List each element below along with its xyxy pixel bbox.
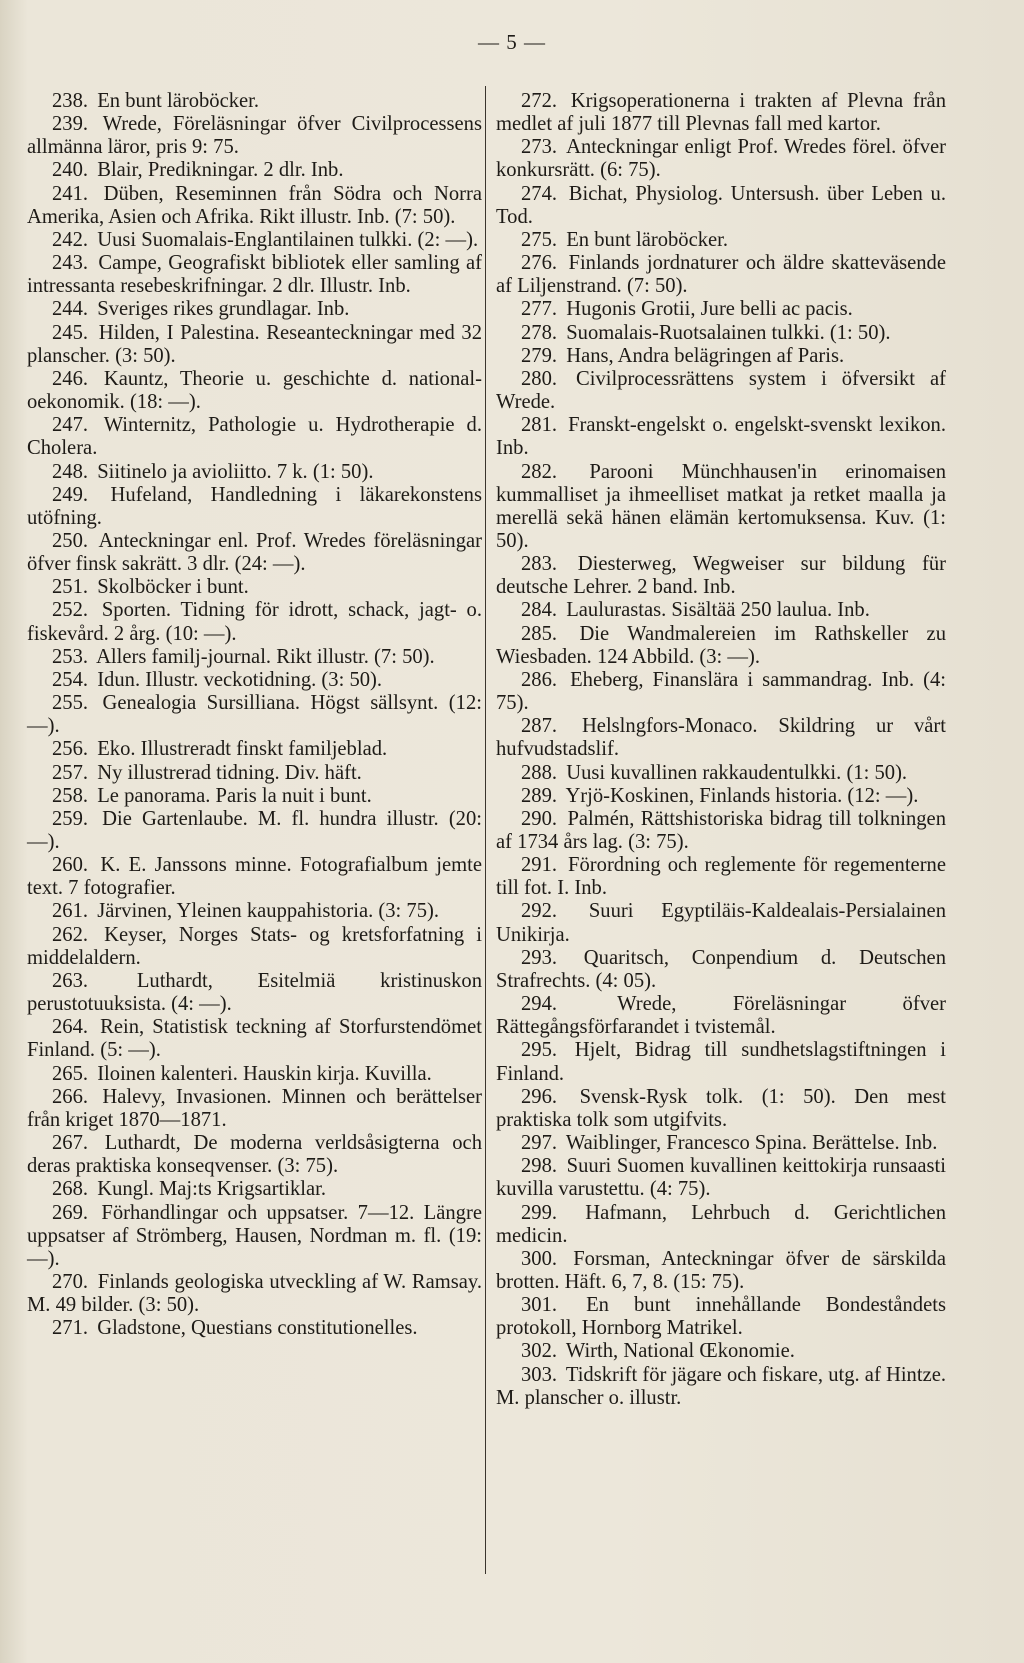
entry-number: 286. bbox=[521, 668, 558, 691]
entry-text: Gladstone, Questians constitutionelles. bbox=[97, 1317, 418, 1340]
catalog-entry bbox=[27, 252, 482, 298]
entry-number: 275. bbox=[521, 228, 558, 251]
entry-number: 278. bbox=[521, 321, 558, 344]
entry-text: Die Wandmalereien im Rathskeller zu Wiesbaden. 124 Abbild. (3: —). bbox=[496, 622, 946, 668]
catalog-entry bbox=[496, 715, 946, 761]
catalog-entry bbox=[496, 183, 946, 229]
catalog-entry bbox=[496, 808, 946, 854]
catalog-entry bbox=[27, 738, 482, 761]
entry-text: Rein, Statistisk teckning af Storfurstendömet Finland. (5: —). bbox=[27, 1016, 482, 1062]
entry-number: 238. bbox=[52, 90, 89, 112]
catalog-entry bbox=[27, 576, 482, 599]
entry-text: Siitinelo ja avioliitto. 7 k. (1: 50). bbox=[97, 460, 374, 483]
entry-text: Campe, Geografiskt bibliotek eller samling af intressanta resebeskrifningar. 2 dlr. Illustr. Inb. bbox=[27, 252, 482, 298]
entry-number: 299. bbox=[521, 1201, 558, 1224]
entry-text: En bunt läroböcker. bbox=[97, 90, 260, 112]
catalog-entry bbox=[27, 808, 482, 854]
catalog-entry bbox=[27, 970, 482, 1016]
entry-text: Blair, Predikningar. 2 dlr. Inb. bbox=[97, 159, 344, 182]
left-column bbox=[27, 90, 482, 1340]
page-number: — 5 — bbox=[478, 30, 546, 54]
catalog-entry bbox=[27, 113, 482, 159]
entry-number: 302. bbox=[521, 1340, 558, 1363]
catalog-entry bbox=[496, 1340, 946, 1363]
entry-number: 300. bbox=[521, 1247, 558, 1270]
entry-number: 298. bbox=[521, 1155, 558, 1178]
catalog-entry bbox=[496, 900, 946, 946]
catalog-entry bbox=[496, 599, 946, 622]
entry-number: 262. bbox=[52, 923, 89, 946]
entry-number: 240. bbox=[52, 159, 89, 182]
catalog-entry bbox=[27, 368, 482, 414]
entry-text: Kauntz, Theorie u. geschichte d. national-oekonomik. (18: —). bbox=[27, 367, 482, 414]
catalog-entry bbox=[27, 1317, 482, 1340]
entry-text: Finlands geologiska utveckling af W. Ramsay. M. 49 bilder. (3: 50). bbox=[27, 1270, 482, 1317]
entry-number: 294. bbox=[521, 993, 558, 1016]
catalog-entry bbox=[496, 993, 946, 1039]
entry-text: Hans, Andra belägringen af Paris. bbox=[566, 344, 845, 367]
catalog-entry bbox=[496, 414, 946, 460]
entry-number: 258. bbox=[52, 784, 89, 807]
entry-text: Halevy, Invasionen. Minnen och berättelser från kriget 1870—1871. bbox=[27, 1085, 482, 1131]
catalog-entry bbox=[496, 322, 946, 345]
entry-text: Keyser, Norges Stats- og kretsforfatning i middelaldern. bbox=[27, 923, 482, 969]
entry-number: 250. bbox=[52, 529, 89, 552]
catalog-entry bbox=[27, 414, 482, 460]
right-column bbox=[496, 90, 946, 1410]
catalog-entry bbox=[496, 1132, 946, 1155]
catalog-entry bbox=[496, 461, 946, 554]
entry-number: 282. bbox=[521, 460, 558, 483]
entry-number: 245. bbox=[52, 321, 89, 344]
catalog-entry bbox=[27, 669, 482, 692]
entry-number: 279. bbox=[521, 344, 558, 367]
entry-number: 246. bbox=[52, 367, 89, 390]
entry-number: 255. bbox=[52, 692, 89, 715]
entry-text: Le panorama. Paris la nuit i bunt. bbox=[97, 784, 372, 807]
catalog-entry bbox=[27, 183, 482, 229]
catalog-entry bbox=[496, 368, 946, 414]
catalog-entry bbox=[496, 90, 946, 136]
entry-number: 290. bbox=[521, 807, 558, 830]
entry-number: 266. bbox=[52, 1085, 89, 1108]
entry-number: 270. bbox=[52, 1270, 89, 1293]
entry-text: Tidskrift för jägare och fiskare, utg. af Hintze. M. planscher o. illustr. bbox=[496, 1363, 947, 1409]
entry-number: 257. bbox=[52, 761, 89, 784]
entry-number: 254. bbox=[52, 668, 89, 691]
entry-number: 241. bbox=[52, 182, 89, 205]
entry-number: 248. bbox=[52, 460, 89, 483]
entry-text: Die Gartenlaube. M. fl. hundra illustr. (20: —). bbox=[27, 807, 482, 853]
entry-text: Uusi kuvallinen rakkaudentulkki. (1: 50). bbox=[566, 761, 908, 784]
entry-text: Waiblinger, Francesco Spina. Berättelse. Inb. bbox=[565, 1132, 938, 1155]
entry-number: 263. bbox=[52, 969, 89, 992]
entry-number: 239. bbox=[52, 113, 89, 136]
entry-number: 242. bbox=[52, 228, 89, 251]
catalog-entry bbox=[27, 785, 482, 808]
entry-text: Suuri Egyptiläis-Kaldealais-Persialainen Unikirja. bbox=[496, 900, 946, 946]
entry-number: 260. bbox=[52, 854, 89, 877]
entry-number: 281. bbox=[521, 414, 558, 437]
catalog-entry bbox=[27, 530, 482, 576]
entry-text: Sporten. Tidning för idrott, schack, jagt- o. fiskevård. 2 årg. (10: —). bbox=[27, 599, 483, 645]
catalog-entry bbox=[496, 553, 946, 599]
entry-text: Hugonis Grotii, Jure belli ac pacis. bbox=[566, 298, 853, 321]
catalog-entry bbox=[27, 1202, 482, 1271]
entry-number: 256. bbox=[52, 738, 89, 761]
catalog-entry bbox=[496, 1155, 946, 1201]
catalog-entry bbox=[496, 854, 946, 900]
entry-text: Genealogia Sursilliana. Högst sällsynt. (12: —). bbox=[27, 692, 482, 738]
catalog-entry bbox=[496, 1086, 946, 1132]
entry-text: Franskt-engelskt o. engelskt-svenskt lexikon. Inb. bbox=[496, 414, 946, 460]
entry-text: Järvinen, Yleinen kauppahistoria. (3: 75). bbox=[97, 900, 440, 923]
catalog-entry bbox=[496, 298, 946, 321]
entry-number: 274. bbox=[521, 182, 558, 205]
catalog-entry bbox=[496, 669, 946, 715]
catalog-entry bbox=[27, 599, 482, 645]
entry-text: Eko. Illustreradt finskt familjeblad. bbox=[97, 738, 388, 761]
entry-text: Kungl. Maj:ts Krigsartiklar. bbox=[97, 1178, 326, 1201]
entry-number: 283. bbox=[521, 553, 558, 576]
entry-number: 264. bbox=[52, 1016, 89, 1039]
entry-number: 244. bbox=[52, 298, 89, 321]
entry-text: Eheberg, Finanslära i sammandrag. Inb. (4: 75). bbox=[496, 668, 946, 715]
entry-text: Sveriges rikes grundlagar. Inb. bbox=[97, 298, 350, 321]
entry-text: Svensk-Rysk tolk. (1: 50). Den mest praktiska tolk som utgifvits. bbox=[496, 1085, 947, 1131]
entry-number: 273. bbox=[521, 136, 558, 159]
entry-text: Winternitz, Pathologie u. Hydrotherapie d. Cholera. bbox=[27, 414, 483, 460]
catalog-entry bbox=[496, 1294, 946, 1340]
entry-number: 296. bbox=[521, 1085, 558, 1108]
entry-number: 285. bbox=[521, 622, 558, 645]
catalog-entry bbox=[27, 1271, 482, 1317]
entry-number: 288. bbox=[521, 761, 558, 784]
catalog-entry bbox=[27, 924, 482, 970]
entry-text: Förordning och reglemente för regementerne till fot. I. Inb. bbox=[496, 854, 946, 900]
entry-number: 292. bbox=[521, 900, 558, 923]
entry-text: Hjelt, Bidrag till sundhetslagstiftningen i Finland. bbox=[496, 1039, 946, 1085]
catalog-entry bbox=[27, 900, 482, 923]
catalog-entry bbox=[27, 322, 482, 368]
catalog-entry bbox=[496, 762, 946, 785]
entry-number: 268. bbox=[52, 1178, 89, 1201]
entry-number: 291. bbox=[521, 854, 558, 877]
entry-number: 247. bbox=[52, 414, 89, 437]
entry-number: 295. bbox=[521, 1039, 558, 1062]
catalog-entry bbox=[27, 90, 482, 113]
entry-text: Hafmann, Lehrbuch d. Gerichtlichen medicin. bbox=[496, 1201, 946, 1247]
catalog-entry bbox=[27, 484, 482, 530]
entry-number: 253. bbox=[52, 645, 89, 668]
catalog-entry bbox=[27, 1132, 482, 1178]
entry-text: Hilden, I Palestina. Reseanteckningar med 32 planscher. (3: 50). bbox=[27, 321, 482, 367]
entry-text: Civilprocessrättens system i öfversikt af Wrede. bbox=[496, 367, 946, 414]
catalog-entry bbox=[27, 1178, 482, 1201]
entry-text: Anteckningar enligt Prof. Wredes förel. öfver konkursrätt. (6: 75). bbox=[496, 136, 947, 182]
entry-text: En bunt innehållande Bondeståndets protokoll, Hornborg Matrikel. bbox=[496, 1294, 946, 1340]
catalog-entry bbox=[496, 1039, 946, 1085]
entry-text: Skolböcker i bunt. bbox=[97, 576, 249, 599]
catalog-entry bbox=[496, 947, 946, 993]
catalog-entry bbox=[27, 159, 482, 182]
entry-text: Yrjö-Koskinen, Finlands historia. (12: —). bbox=[565, 784, 919, 807]
entry-number: 289. bbox=[521, 784, 558, 807]
catalog-entry bbox=[496, 1248, 946, 1294]
entry-text: Allers familj-journal. Rikt illustr. (7: 50). bbox=[96, 645, 435, 668]
catalog-entry bbox=[496, 345, 946, 368]
entry-number: 251. bbox=[52, 576, 89, 599]
entry-number: 301. bbox=[521, 1294, 558, 1317]
entry-text: Diesterweg, Wegweiser sur bildung für deutsche Lehrer. 2 band. Inb. bbox=[496, 553, 946, 599]
entry-text: Luthardt, Esitelmiä kristinuskon perustotuuksista. (4: —). bbox=[27, 969, 482, 1016]
entry-text: Suuri Suomen kuvallinen keittokirja runsaasti kuvilla varustettu. (4: 75). bbox=[496, 1155, 946, 1201]
entry-text: Quaritsch, Conpendium d. Deutschen Strafrechts. (4: 05). bbox=[496, 946, 946, 992]
entry-text: Hufeland, Handledning i läkarekonstens utöfning. bbox=[27, 483, 482, 529]
catalog-entry bbox=[27, 229, 482, 252]
entry-number: 259. bbox=[52, 807, 89, 830]
catalog-entry bbox=[27, 1086, 482, 1132]
catalog-entry bbox=[27, 646, 482, 669]
entry-text: Palmén, Rättshistoriska bidrag till tolkningen af 1734 års lag. (3: 75). bbox=[496, 807, 946, 853]
entry-number: 249. bbox=[52, 483, 89, 506]
entry-number: 267. bbox=[52, 1132, 89, 1155]
entry-text: Wrede, Föreläsningar öfver Civilprocessens allmänna läror, pris 9: 75. bbox=[27, 113, 482, 159]
entry-number: 277. bbox=[521, 298, 558, 321]
catalog-entry bbox=[496, 229, 946, 252]
entry-number: 272. bbox=[521, 90, 558, 112]
catalog-entry bbox=[496, 623, 946, 669]
catalog-entry bbox=[27, 461, 482, 484]
entry-text: Parooni Münchhausen'in erinomaisen kummalliset ja ihmeelliset matkat ja retket maalla ja merellä sekä hänen elämän kertomuksensa. Kuv. (1: 50). bbox=[496, 460, 946, 552]
catalog-entry bbox=[27, 1063, 482, 1086]
catalog-entry bbox=[496, 1364, 946, 1410]
entry-number: 280. bbox=[521, 367, 558, 390]
entry-text: Laulurastas. Sisältää 250 laulua. Inb. bbox=[566, 599, 870, 622]
entry-number: 303. bbox=[521, 1363, 558, 1386]
entry-number: 293. bbox=[521, 946, 558, 969]
entry-text: Bichat, Physiolog. Untersush. über Leben u. Tod. bbox=[496, 182, 947, 228]
entry-number: 271. bbox=[52, 1317, 89, 1340]
catalog-entry bbox=[496, 136, 946, 182]
entry-number: 276. bbox=[521, 252, 558, 275]
entry-text: Förhandlingar och uppsatser. 7—12. Längre uppsatser af Strömberg, Hausen, Nordman m. fl. (19: —). bbox=[27, 1201, 482, 1270]
entry-text: Krigsoperationerna i trakten af Plevna från medlet af juli 1877 till Plevnas fall med kartor. bbox=[496, 90, 946, 136]
entry-number: 252. bbox=[52, 599, 89, 622]
entry-text: Ny illustrerad tidning. Div. häft. bbox=[97, 761, 362, 784]
catalog-entry bbox=[27, 1016, 482, 1062]
entry-text: Düben, Reseminnen från Södra och Norra Amerika, Asien och Afrika. Rikt illustr. Inb. (7: 50). bbox=[27, 182, 482, 228]
catalog-entry bbox=[27, 298, 482, 321]
entry-number: 261. bbox=[52, 900, 89, 923]
entry-number: 243. bbox=[52, 252, 89, 275]
entry-text: Luthardt, De moderna verldsåsigterna och deras praktiska konseqvenser. (3: 75). bbox=[27, 1132, 482, 1178]
entry-text: Forsman, Anteckningar öfver de särskilda brotten. Häft. 6, 7, 8. (15: 75). bbox=[496, 1247, 946, 1293]
entry-text: Suomalais-Ruotsalainen tulkki. (1: 50). bbox=[566, 321, 891, 344]
entry-text: Iloinen kalenteri. Hauskin kirja. Kuvilla. bbox=[97, 1062, 432, 1085]
column-divider bbox=[485, 86, 486, 1574]
entry-number: 287. bbox=[521, 715, 558, 738]
entry-number: 297. bbox=[521, 1132, 558, 1155]
entry-text: Anteckningar enl. Prof. Wredes föreläsningar öfver finsk sakrätt. 3 dlr. (24: —). bbox=[27, 529, 482, 576]
catalog-entry bbox=[27, 692, 482, 738]
entry-text: Wrede, Föreläsningar öfver Rättegångsförfarandet i tvistemål. bbox=[496, 993, 946, 1039]
entry-text: En bunt läroböcker. bbox=[566, 228, 729, 251]
entry-number: 265. bbox=[52, 1062, 89, 1085]
entry-text: Helslngfors-Monaco. Skildring ur vårt hufvudstadslif. bbox=[496, 715, 946, 761]
catalog-entry bbox=[27, 854, 482, 900]
entry-text: K. E. Janssons minne. Fotografialbum jemte text. 7 fotografier. bbox=[27, 854, 483, 900]
entry-text: Finlands jordnaturer och äldre skatteväsende af Liljenstrand. (7: 50). bbox=[496, 252, 946, 298]
entry-number: 269. bbox=[52, 1201, 89, 1224]
catalog-entry bbox=[496, 785, 946, 808]
catalog-entry bbox=[496, 1202, 946, 1248]
entry-text: Uusi Suomalais-Englantilainen tulkki. (2: —). bbox=[97, 228, 479, 251]
entry-text: Idun. Illustr. veckotidning. (3: 50). bbox=[97, 668, 383, 691]
catalog-entry bbox=[27, 762, 482, 785]
entry-text: Wirth, National Œkonomie. bbox=[565, 1340, 795, 1363]
catalog-entry bbox=[496, 252, 946, 298]
entry-number: 284. bbox=[521, 599, 558, 622]
